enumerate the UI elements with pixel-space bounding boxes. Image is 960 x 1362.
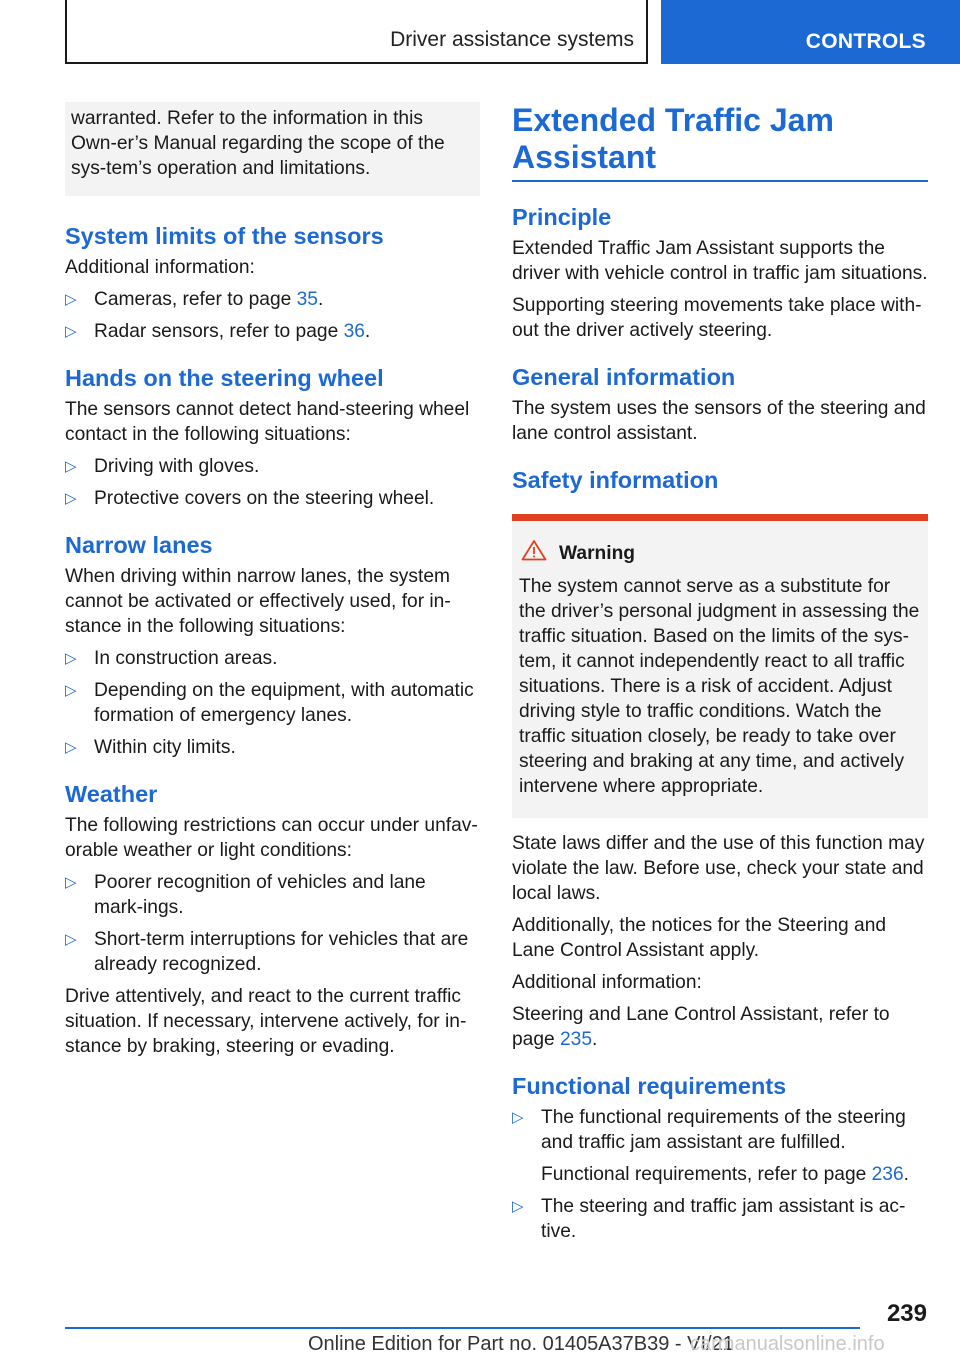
safety-p3: Additional information: — [512, 972, 702, 993]
list-item: ▷ The functional requirements of the steering and traffic jam assistant are fulfilled. Functional requirements, refer to page 236. — [512, 1105, 928, 1187]
triangle-bullet-icon: ▷ — [65, 490, 77, 507]
right-column — [512, 102, 928, 1251]
page-link-236[interactable]: 236 — [871, 1164, 904, 1185]
controls-tab[interactable] — [661, 0, 960, 64]
weather-outro: Drive attentively, and react to the current traffic situation. If necessary, intervene actively, for in‐stance by braking, steering or evading. — [65, 986, 467, 1057]
hands-intro: The sensors cannot detect hand-steering wheel contact in the following situations: — [65, 399, 470, 445]
heading-weather: Weather — [65, 781, 158, 807]
heading-sensor-limits: System limits of the sensors — [65, 223, 384, 249]
left-column — [65, 102, 480, 1066]
list-item: ▷ Within city limits. — [65, 737, 236, 758]
heading-safety-information: Safety information — [512, 467, 719, 493]
watermark: carmanualsonline.info — [690, 1333, 885, 1355]
heading-functional-requirements: Functional requirements — [512, 1073, 787, 1099]
cameras-text: Cameras, refer to page — [94, 289, 297, 310]
triangle-bullet-icon: ▷ — [65, 323, 77, 340]
list-item: ▷ Protective covers on the steering wheel. — [65, 488, 435, 509]
sensors-list — [65, 287, 480, 344]
general-p1: The system uses the sensors of the steering and lane control assistant. — [512, 398, 926, 444]
safety-p2: Additionally, the notices for the Steering and Lane Control Assistant apply. — [512, 915, 887, 961]
page-link-35[interactable]: 35 — [296, 289, 318, 310]
page-number: 239 — [886, 1300, 927, 1327]
functional-sub-paragraph: Functional requirements, refer to page 236. — [541, 1164, 909, 1185]
triangle-bullet-icon: ▷ — [512, 1109, 524, 1126]
chapter-title-wrap — [512, 102, 928, 182]
heading-general-information: General information — [512, 364, 736, 390]
list-item: ▷ Short-term interruptions for vehicles that are already recognized. — [65, 929, 469, 975]
heading-principle: Principle — [512, 204, 612, 230]
hands-list — [65, 454, 480, 511]
page-link-235[interactable]: 235 — [560, 1029, 593, 1050]
weather-list — [65, 870, 480, 977]
note-box — [65, 102, 480, 196]
principle-p1: Extended Traffic Jam Assistant supports the driver with vehicle control in traffic jam situations. — [512, 238, 928, 284]
narrow-intro: When driving within narrow lanes, the system cannot be activated or effectively used, for in‐stance in the following situations: — [65, 566, 451, 637]
heading-hands-on-wheel: Hands on the steering wheel — [65, 365, 384, 391]
principle-p2: Supporting steering movements take place with‐out the driver actively steering. — [512, 295, 922, 341]
list-item: ▷ Poorer recognition of vehicles and lane mark‐ings. — [65, 872, 426, 918]
triangle-bullet-icon: ▷ — [65, 458, 77, 475]
narrow-list — [65, 646, 480, 760]
edition-text: Online Edition for Part no. 01405A37B39 - VI/21 — [308, 1333, 734, 1355]
weather-intro: The following restrictions can occur under unfav‐orable weather or light conditions: — [65, 815, 478, 861]
list-item: ▷ The steering and traffic jam assistant is ac‐tive. — [512, 1196, 906, 1242]
list-item: ▷ In construction areas. — [65, 648, 278, 669]
controls-tab-label: CONTROLS — [805, 30, 926, 53]
section-title: Driver assistance systems — [390, 28, 634, 51]
heading-narrow-lanes: Narrow lanes — [65, 532, 213, 558]
triangle-bullet-icon: ▷ — [65, 931, 77, 948]
warning-text: The system cannot serve as a substitute for the driver’s personal judgment in assessing the traffic situation. Based on the limits of the sys‐tem, it cannot independently react to all traffic situations. There is a risk of accident. Adjust driving style to traffic conditions. Watch the traffic situation closely, be ready to take over steering and braking at any time, and actively intervene where appropriate. — [519, 576, 920, 797]
triangle-bullet-icon: ▷ — [65, 874, 77, 891]
functional-list — [512, 1105, 928, 1244]
triangle-bullet-icon: ▷ — [65, 682, 77, 699]
radar-text: Radar sensors, refer to page — [94, 321, 344, 342]
page-link-36[interactable]: 36 — [343, 321, 365, 342]
triangle-bullet-icon: ▷ — [65, 291, 77, 308]
sensors-intro: Additional information: — [65, 257, 255, 278]
footer-divider — [65, 1327, 860, 1329]
list-item: ▷ Radar sensors, refer to page 36. — [65, 321, 371, 342]
triangle-bullet-icon: ▷ — [512, 1198, 524, 1215]
triangle-bullet-icon: ▷ — [65, 650, 77, 667]
warning-box — [512, 514, 928, 818]
warning-title-row — [519, 539, 922, 568]
triangle-bullet-icon: ▷ — [65, 739, 77, 756]
chapter-title: Extended Traffic Jam Assistant — [512, 102, 834, 175]
warning-title: Warning — [559, 543, 636, 564]
note-text: warranted. Refer to the information in this Own‐er’s Manual regarding the scope of the sys‐tem’s operation and limitations. — [71, 108, 445, 179]
header-section-box — [65, 0, 648, 64]
list-item: ▷ Driving with gloves. — [65, 456, 260, 477]
safety-p4: Steering and Lane Control Assistant, refer to page 235. — [512, 1004, 890, 1050]
list-item: ▷ Depending on the equipment, with automatic formation of emergency lanes. — [65, 680, 474, 726]
warning-triangle-icon — [521, 539, 547, 568]
safety-p1: State laws differ and the use of this function may violate the law. Before use, check your state and local laws. — [512, 833, 925, 904]
list-item: ▷ Cameras, refer to page 35. — [65, 289, 324, 310]
